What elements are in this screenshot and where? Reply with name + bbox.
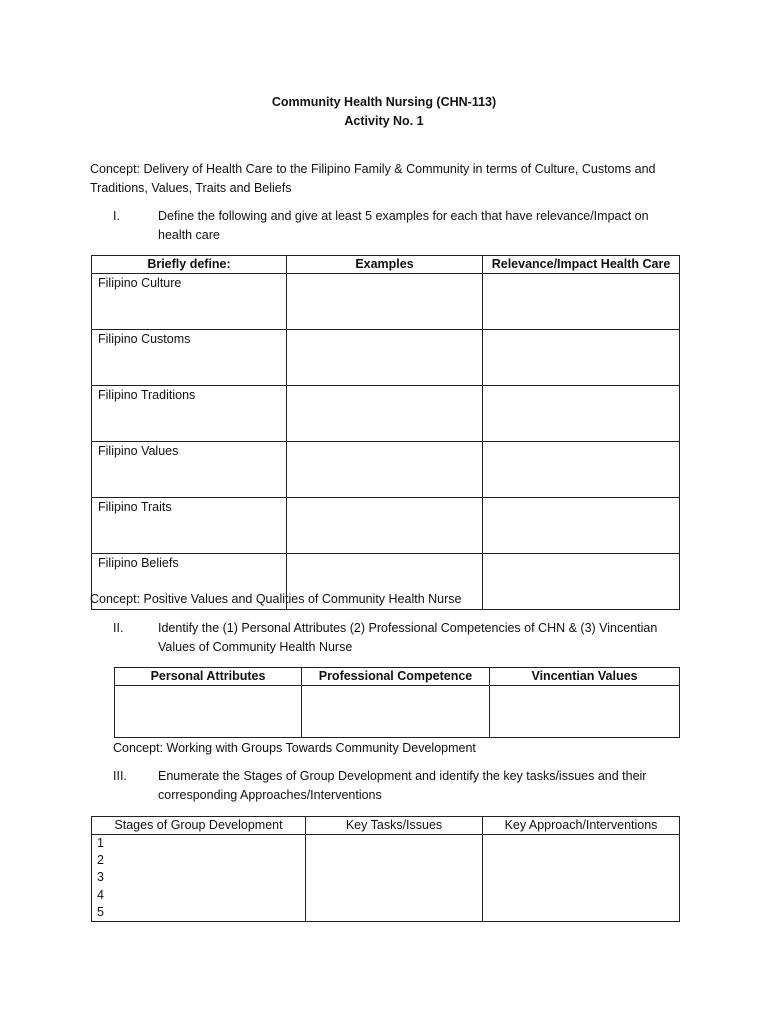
- answer-cell[interactable]: [483, 442, 680, 498]
- instruction-2: [113, 619, 683, 659]
- row-label: Filipino Customs: [92, 330, 287, 386]
- table-row: [92, 386, 680, 442]
- stage-number: 3: [97, 870, 104, 885]
- attributes-table: [114, 667, 680, 738]
- answer-cell[interactable]: [287, 442, 483, 498]
- activity-number: Activity No. 1: [344, 114, 424, 128]
- row-label: Filipino Culture: [92, 274, 287, 330]
- answer-cell[interactable]: [306, 835, 483, 922]
- definitions-table: [91, 255, 680, 610]
- concept-3: Concept: Working with Groups Towards Community Development: [113, 741, 476, 755]
- stage-number: 5: [97, 904, 104, 919]
- table-row: [92, 498, 680, 554]
- instruction-3-text: Enumerate the Stages of Group Development and identify the key tasks/issues and their corresponding Approaches/Interventions: [158, 769, 647, 802]
- answer-cell[interactable]: [287, 274, 483, 330]
- instruction-1-text: Define the following and give at least 5 examples for each that have relevance/Impact on health care: [158, 209, 649, 242]
- roman-numeral-1: I.: [113, 209, 120, 223]
- row-label: Filipino Beliefs: [92, 554, 287, 610]
- answer-cell[interactable]: [483, 386, 680, 442]
- column-header: Key Tasks/Issues: [306, 817, 483, 835]
- column-header: Key Approach/Interventions: [483, 817, 680, 835]
- column-header: Briefly define:: [92, 256, 287, 274]
- answer-cell[interactable]: [287, 386, 483, 442]
- column-header: Examples: [287, 256, 483, 274]
- row-label: Filipino Traditions: [92, 386, 287, 442]
- instruction-3: [113, 767, 683, 807]
- column-header: Stages of Group Development: [92, 817, 306, 835]
- column-header: Vincentian Values: [490, 668, 680, 686]
- row-label: Filipino Values: [92, 442, 287, 498]
- column-header: Relevance/Impact Health Care: [483, 256, 680, 274]
- answer-cell[interactable]: [483, 835, 680, 922]
- answer-cell[interactable]: [483, 498, 680, 554]
- concept-2: Concept: Positive Values and Qualities of Community Health Nurse: [90, 592, 462, 606]
- column-header: Personal Attributes: [115, 668, 302, 686]
- answer-cell[interactable]: [490, 686, 680, 738]
- instruction-2-text: Identify the (1) Personal Attributes (2) Professional Competencies of CHN & (3) Vincentian Values of Community Health Nurse: [158, 621, 658, 654]
- answer-cell[interactable]: [483, 274, 680, 330]
- answer-cell[interactable]: [483, 330, 680, 386]
- answer-cell[interactable]: [302, 686, 490, 738]
- roman-numeral-3: III.: [113, 769, 127, 783]
- stage-number-list[interactable]: [92, 835, 306, 922]
- answer-cell[interactable]: [483, 554, 680, 610]
- concept-1: Concept: Delivery of Health Care to the Filipino Family & Community in terms of Culture, Customs and Traditions, Values, Traits and Beliefs: [90, 162, 656, 195]
- group-development-table: [91, 816, 680, 922]
- stage-number: 2: [97, 853, 104, 868]
- table-row: [92, 274, 680, 330]
- instruction-1: [113, 207, 683, 247]
- table-row: [92, 330, 680, 386]
- stage-number: 4: [97, 887, 104, 902]
- document-title: Community Health Nursing (CHN-113): [271, 95, 497, 109]
- table-row: [92, 835, 680, 922]
- stage-number: 1: [97, 836, 104, 850]
- answer-cell[interactable]: [287, 498, 483, 554]
- row-label: Filipino Traits: [92, 498, 287, 554]
- column-header: Professional Competence: [302, 668, 490, 686]
- table-row: [92, 442, 680, 498]
- roman-numeral-2: II.: [113, 621, 124, 635]
- answer-cell[interactable]: [115, 686, 302, 738]
- table-row: [115, 686, 680, 738]
- answer-cell[interactable]: [287, 330, 483, 386]
